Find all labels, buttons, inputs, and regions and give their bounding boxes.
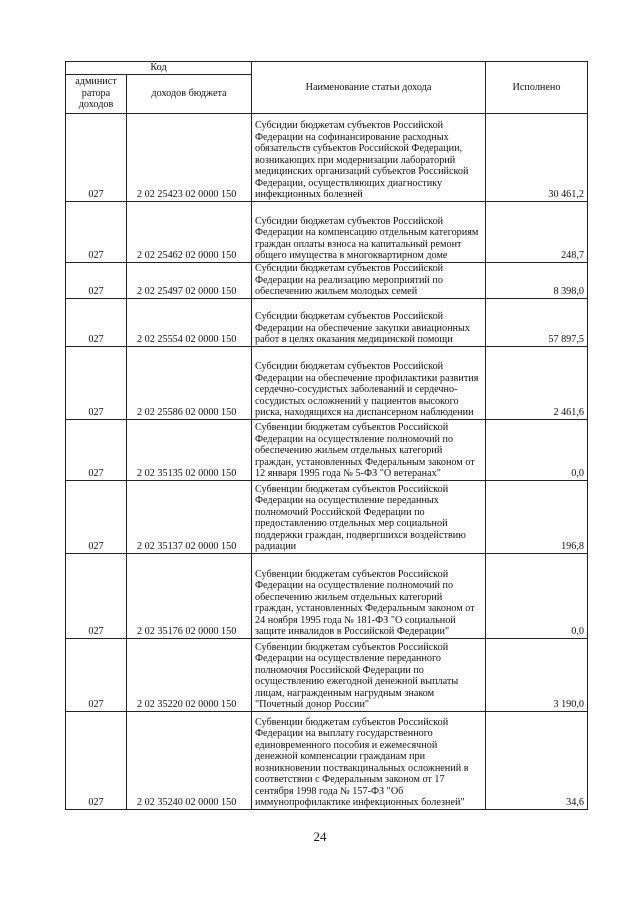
code-group-header: Код: [66, 62, 252, 75]
income-name-cell: Субвенции бюджетам субъектов Российской Федерации на выплату государственного единовременного пособия и ежемесячной денежной компенсации гражданам при возникновении поствакцинальных осложнений в соответствии с Федеральным законом от 17 сентября 1998 года № 157-ФЗ "Об иммунопрофилактике инфекционных болезней": [252, 711, 486, 809]
executed-value-cell: 2 461,6: [486, 346, 588, 419]
income-name-cell: Субсидии бюджетам субъектов Российской Федерации на обеспечение профилактики развития сердечно-сосудистых заболеваний и сердечно-сосудистых осложнений у пациентов высокого риска, находящихся на диспансерном наблюдении: [252, 346, 486, 419]
table-row: [66, 419, 588, 480]
executed-header: Исполнено: [486, 62, 588, 114]
table-row: [66, 553, 588, 638]
admin-code-cell: 027: [66, 419, 127, 480]
admin-code-cell: 027: [66, 298, 127, 346]
table-row: [66, 262, 588, 298]
income-code-cell: 2 02 35176 02 0000 150: [127, 553, 252, 638]
admin-code-cell: 027: [66, 262, 127, 298]
executed-value-cell: 0,0: [486, 419, 588, 480]
income-name-cell: Субвенции бюджетам субъектов Российской Федерации на осуществление полномочий по обеспечению жильем отдельных категорий граждан, установленных Федеральным законом от 12 января 1995 года № 5-ФЗ "О ветеранах": [252, 419, 486, 480]
table-row: [66, 201, 588, 262]
income-code-header: доходов бюджета: [127, 74, 252, 113]
income-code-cell: 2 02 35240 02 0000 150: [127, 711, 252, 809]
executed-value-cell: 57 897,5: [486, 298, 588, 346]
admin-code-cell: 027: [66, 638, 127, 711]
admin-code-cell: 027: [66, 553, 127, 638]
table-row: [66, 638, 588, 711]
income-code-cell: 2 02 25554 02 0000 150: [127, 298, 252, 346]
admin-code-cell: 027: [66, 711, 127, 809]
admin-code-cell: 027: [66, 346, 127, 419]
income-name-cell: Субсидии бюджетам субъектов Российской Федерации на софинансирование расходных обязательств субъектов Российской Федерации, возникающих при модернизации лабораторий медицинских организаций субъектов Российской Федерации, осуществляющих диагностику инфекционных болезней: [252, 113, 486, 201]
income-table: [65, 61, 588, 810]
income-name-cell: Субсидии бюджетам субъектов Российской Федерации на компенсацию отдельным категориям граждан оплаты взноса на капитальный ремонт общего имущества в многоквартирном доме: [252, 201, 486, 262]
table-row: [66, 298, 588, 346]
income-name-cell: Субвенции бюджетам субъектов Российской Федерации на осуществление переданных полномочий Российской Федерации по предоставлению отдельных мер социальной поддержки граждан, подвергшихся воздействию радиации: [252, 480, 486, 553]
admin-code-cell: 027: [66, 480, 127, 553]
income-name-cell: Субвенции бюджетам субъектов Российской Федерации на осуществление переданного полномочия Российской Федерации по осуществлению ежегодной денежной выплаты лицам, награжденным нагрудным знаком "Почетный донор России": [252, 638, 486, 711]
admin-code-cell: 027: [66, 113, 127, 201]
table-row: [66, 480, 588, 553]
income-name-cell: Субсидии бюджетам субъектов Российской Федерации на обеспечение закупки авиационных работ в целях оказания медицинской помощи: [252, 298, 486, 346]
admin-code-cell: 027: [66, 201, 127, 262]
table-row: [66, 113, 588, 201]
executed-value-cell: 8 398,0: [486, 262, 588, 298]
header-row-group: [66, 62, 588, 75]
executed-value-cell: 196,8: [486, 480, 588, 553]
executed-value-cell: 248,7: [486, 201, 588, 262]
income-code-cell: 2 02 25497 02 0000 150: [127, 262, 252, 298]
table-row: [66, 346, 588, 419]
income-code-cell: 2 02 25462 02 0000 150: [127, 201, 252, 262]
executed-value-cell: 3 190,0: [486, 638, 588, 711]
income-code-cell: 2 02 25586 02 0000 150: [127, 346, 252, 419]
income-name-cell: Субвенции бюджетам субъектов Российской Федерации на осуществление полномочий по обеспечению жильем отдельных категорий граждан, установленных Федеральным законом от 24 ноября 1995 года № 181-ФЗ "О социальной защите инвалидов в Российской Федерации": [252, 553, 486, 638]
table-body: [66, 113, 588, 809]
income-code-cell: 2 02 35137 02 0000 150: [127, 480, 252, 553]
executed-value-cell: 34,6: [486, 711, 588, 809]
table-row: [66, 711, 588, 809]
income-code-cell: 2 02 25423 02 0000 150: [127, 113, 252, 201]
admin-header: админист ратора доходов: [66, 74, 127, 113]
income-code-cell: 2 02 35220 02 0000 150: [127, 638, 252, 711]
page-number: 24: [313, 829, 327, 844]
executed-value-cell: 0,0: [486, 553, 588, 638]
income-name-cell: Субсидии бюджетам субъектов Российской Федерации на реализацию мероприятий по обеспечению жильем молодых семей: [252, 262, 486, 298]
income-code-cell: 2 02 35135 02 0000 150: [127, 419, 252, 480]
name-header: Наименование статьи дохода: [252, 62, 486, 114]
executed-value-cell: 30 461,2: [486, 113, 588, 201]
